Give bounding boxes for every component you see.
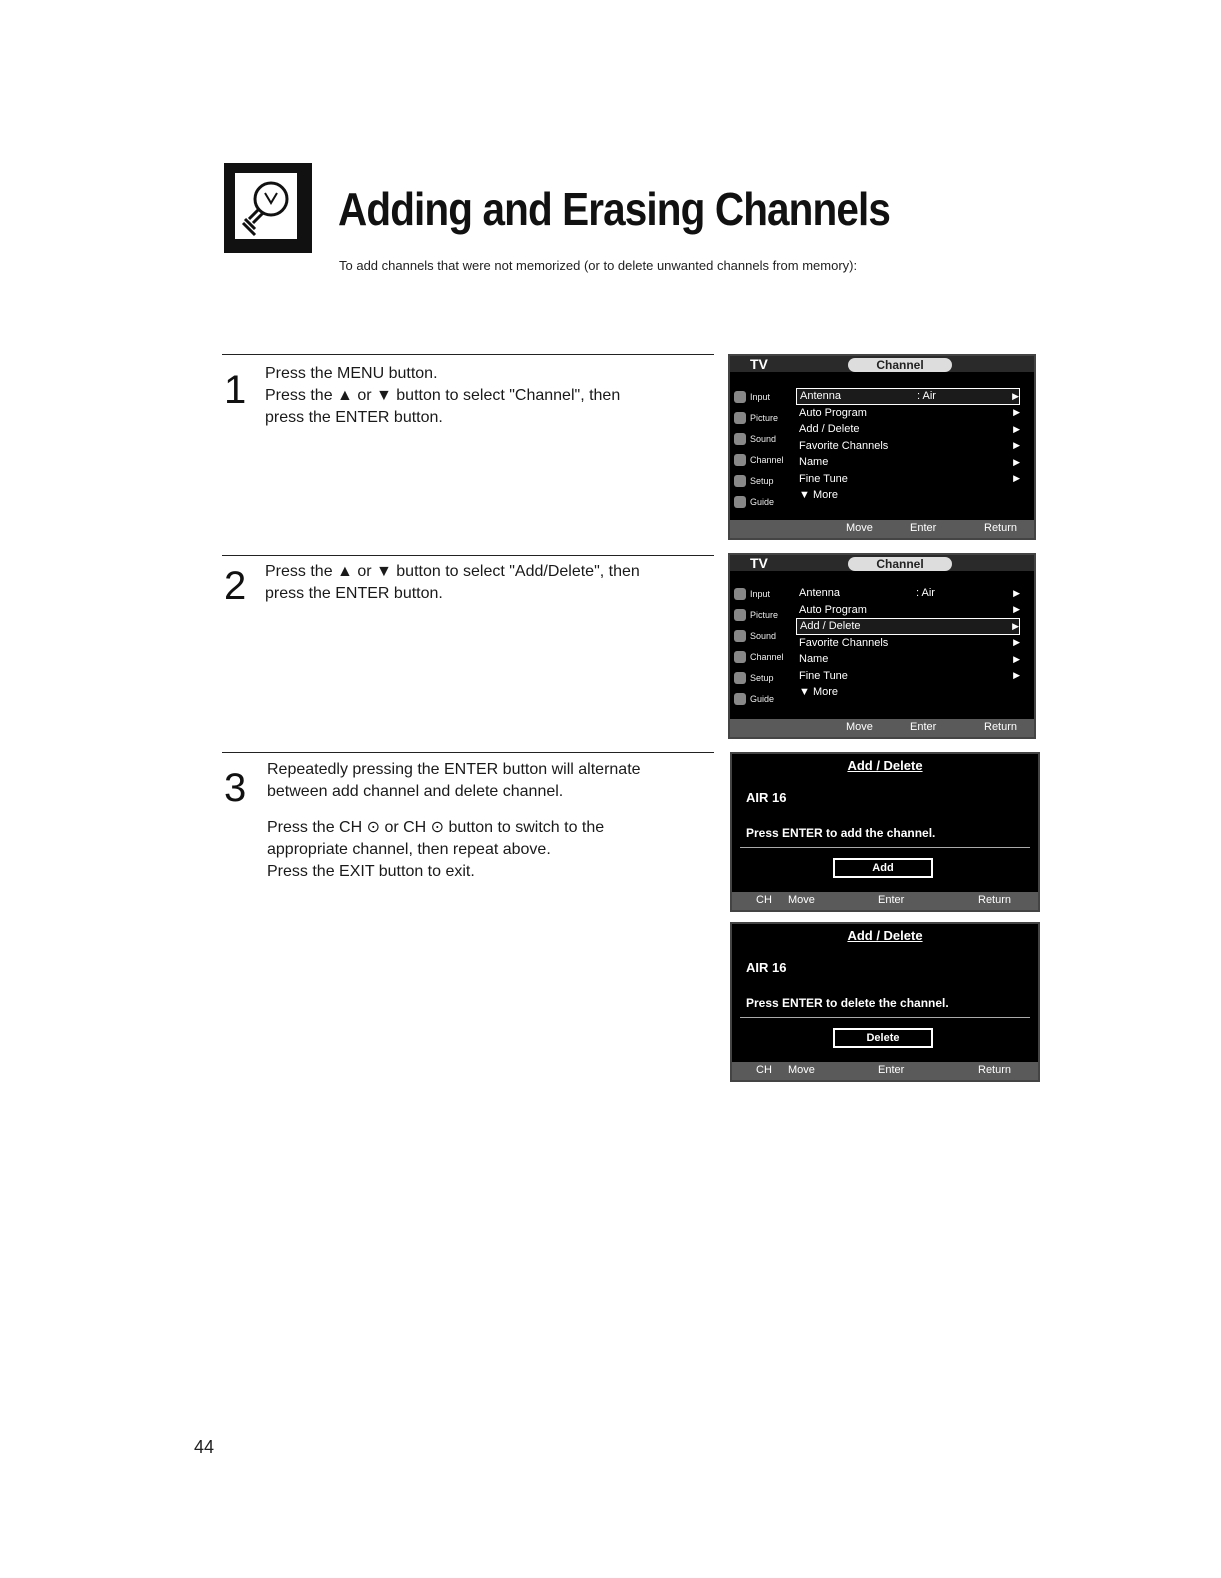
- sidebar-item-guide: Guide: [750, 496, 775, 507]
- add-message: Press ENTER to add the channel.: [746, 826, 936, 840]
- menu-footer: [730, 520, 1034, 538]
- menu-item-fine-tune: Fine Tune ▶: [799, 669, 1020, 682]
- step-1-line: Press the MENU button.: [265, 365, 438, 382]
- tv-mode-label: TV: [750, 356, 768, 372]
- menu-footer: [730, 719, 1034, 737]
- sound-icon: [734, 630, 746, 642]
- menu-item-fine-tune: Fine Tune ▶: [799, 472, 1020, 485]
- guide-icon: [734, 496, 746, 508]
- menu-item-antenna: Antenna : Air ▶: [799, 587, 1020, 600]
- menu-item-name: Name ▶: [799, 653, 1020, 666]
- sidebar-item-channel: Channel: [750, 454, 784, 465]
- step-1-number: 1: [224, 368, 247, 412]
- channel-icon: [734, 454, 746, 466]
- add-delete-footer: [732, 1062, 1038, 1080]
- step-1-line: press the ENTER button.: [265, 409, 443, 426]
- delete-message: Press ENTER to delete the channel.: [746, 996, 949, 1010]
- step-3-number: 3: [224, 766, 247, 810]
- tv-menu-screen-2: [728, 553, 1036, 739]
- guide-icon: [734, 693, 746, 705]
- menu-item-add-delete: Add / Delete ▶: [796, 618, 1020, 635]
- footer-return: Return: [978, 894, 1012, 906]
- footer-enter: Enter: [910, 522, 937, 534]
- sidebar-item-setup: Setup: [750, 672, 774, 683]
- sidebar-item-picture: Picture: [750, 609, 779, 620]
- input-icon: [734, 391, 746, 403]
- lightbulb-glyph: [235, 173, 297, 239]
- step-2-line: Press the ▲ or ▼ button to select "Add/Delete", then: [265, 563, 640, 580]
- step-1-text: [265, 363, 620, 429]
- menu-sidebar: [734, 583, 794, 709]
- step-1-rule: [222, 354, 714, 355]
- menu-title: Channel: [848, 557, 952, 571]
- footer-enter: Enter: [878, 1064, 905, 1076]
- step-3-text: [267, 759, 641, 883]
- footer-return: Return: [984, 721, 1018, 733]
- step-2-line: press the ENTER button.: [265, 585, 443, 602]
- footer-return: Return: [984, 522, 1018, 534]
- menu-item-more: ▼ More: [799, 489, 839, 502]
- step-2-number: 2: [224, 564, 247, 608]
- step-1-line: Press the ▲ or ▼ button to select "Channel", then: [265, 387, 621, 404]
- channel-label: AIR 16: [746, 960, 787, 975]
- setup-icon: [734, 672, 746, 684]
- sidebar-item-sound: Sound: [750, 433, 777, 444]
- step-3-rule: [222, 752, 714, 753]
- footer-move: Move: [846, 522, 873, 534]
- tv-mode-label: TV: [750, 555, 768, 571]
- sound-icon: [734, 433, 746, 445]
- footer-ch: CH: [756, 1064, 772, 1076]
- add-delete-title: Add / Delete: [847, 758, 923, 773]
- channel-icon: [734, 651, 746, 663]
- step-3-line: between add channel and delete channel.: [267, 783, 564, 800]
- channel-label: AIR 16: [746, 790, 787, 805]
- page-title: Adding and Erasing Channels: [338, 183, 891, 235]
- footer-move: Move: [788, 1064, 815, 1076]
- lightbulb-icon: [224, 163, 312, 253]
- delete-button: Delete: [833, 1028, 933, 1048]
- add-delete-title: Add / Delete: [847, 928, 923, 943]
- menu-item-auto-program: Auto Program ▶: [799, 603, 1020, 616]
- footer-enter: Enter: [878, 894, 905, 906]
- step-2-rule: [222, 555, 714, 556]
- footer-move: Move: [846, 721, 873, 733]
- step-3-line: Press the EXIT button to exit.: [267, 863, 475, 880]
- menu-sidebar: [734, 386, 794, 512]
- menu-item-favorite-channels: Favorite Channels ▶: [799, 636, 1020, 649]
- menu-item-auto-program: Auto Program ▶: [799, 406, 1020, 419]
- input-icon: [734, 588, 746, 600]
- add-delete-screen-delete: [730, 922, 1040, 1082]
- step-3-line: appropriate channel, then repeat above.: [267, 841, 551, 858]
- menu-item-more: ▼ More: [799, 686, 839, 699]
- menu-item-antenna: Antenna : Air ▶: [796, 388, 1020, 405]
- picture-icon: [734, 609, 746, 621]
- add-button: Add: [833, 858, 933, 878]
- add-delete-footer: [732, 892, 1038, 910]
- tv-menu-screen-1: [728, 354, 1036, 540]
- channel-menu-list: [796, 388, 1020, 504]
- page-subtitle: To add channels that were not memorized (or to delete unwanted channels from memory):: [339, 258, 858, 273]
- sidebar-item-setup: Setup: [750, 475, 774, 486]
- menu-item-name: Name ▶: [799, 456, 1020, 469]
- setup-icon: [734, 475, 746, 487]
- footer-ch: CH: [756, 894, 772, 906]
- add-delete-screen-add: [730, 752, 1040, 912]
- sidebar-item-input: Input: [750, 588, 771, 599]
- sidebar-item-guide: Guide: [750, 693, 775, 704]
- sidebar-item-sound: Sound: [750, 630, 777, 641]
- sidebar-item-input: Input: [750, 391, 771, 402]
- menu-item-favorite-channels: Favorite Channels ▶: [799, 439, 1020, 452]
- menu-title: Channel: [848, 358, 952, 372]
- step-3-line: Press the CH ⊙ or CH ⊙ button to switch to the: [267, 819, 605, 836]
- step-3-line: Repeatedly pressing the ENTER button will alternate: [267, 761, 641, 778]
- sidebar-item-channel: Channel: [750, 651, 784, 662]
- step-2-text: [265, 561, 640, 605]
- picture-icon: [734, 412, 746, 424]
- footer-move: Move: [788, 894, 815, 906]
- channel-menu-list: [796, 585, 1020, 701]
- sidebar-item-picture: Picture: [750, 412, 779, 423]
- menu-item-add-delete: Add / Delete ▶: [799, 423, 1020, 436]
- footer-enter: Enter: [910, 721, 937, 733]
- footer-return: Return: [978, 1064, 1012, 1076]
- page-number: 44: [194, 1437, 215, 1457]
